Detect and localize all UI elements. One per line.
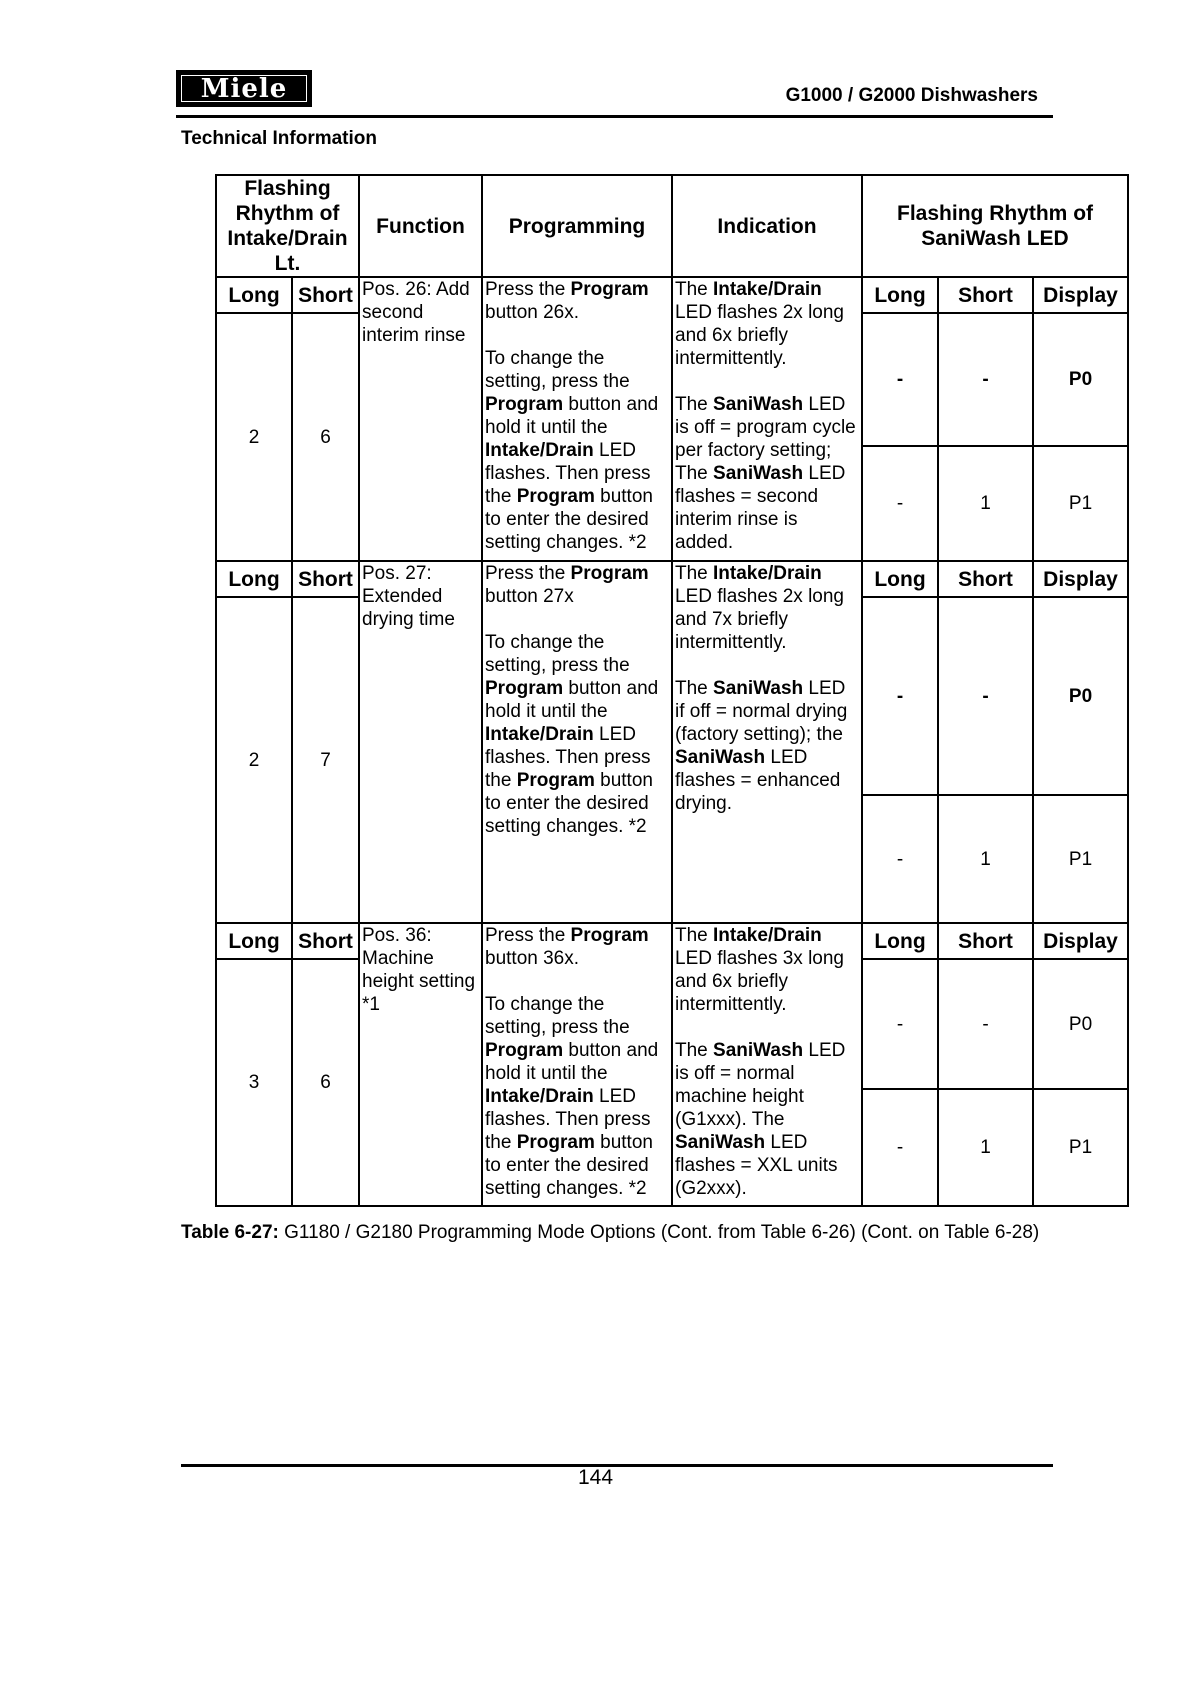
sub-header-display: Display (1033, 277, 1128, 313)
programming-options-table (215, 174, 1129, 1207)
programming-cell (482, 561, 672, 923)
programming-step-2: To change the setting, press the Program button and hold it until the Intake/Drain LED flashes. Then press the Program button to enter the desired setting changes. *2 (485, 348, 659, 553)
saniwash-long-p0: - (862, 313, 938, 446)
caption-label: Table 6-27: (181, 1222, 279, 1243)
sub-header-row (216, 923, 1128, 959)
programming-step-1: Press the Program button 27x (485, 563, 649, 607)
display-p0: P0 (1033, 597, 1128, 795)
saniwash-short-p1: 1 (938, 446, 1033, 561)
header-programming: Programming (482, 175, 672, 277)
saniwash-long-p1: - (862, 795, 938, 923)
indication-part-2: The SaniWash LED if off = normal drying (factory setting); the SaniWash LED flashes = enhanced drying. (675, 678, 848, 814)
page-number: 144 (577, 1466, 614, 1489)
programming-step-1: Press the Program button 36x. (485, 925, 649, 969)
sub-header-row (216, 277, 1128, 313)
header-indication: Indication (672, 175, 862, 277)
programming-cell (482, 277, 672, 561)
brand-name: Miele (200, 73, 288, 104)
indication-cell (672, 277, 862, 561)
saniwash-long-p0: - (862, 597, 938, 795)
programming-step-2: To change the setting, press the Program button and hold it until the Intake/Drain LED flashes. Then press the Program button to enter the desired setting changes. *2 (485, 994, 659, 1199)
sub-header-long: Long (862, 277, 938, 313)
programming-cell (482, 923, 672, 1206)
indication-cell (672, 561, 862, 923)
programming-step-2: To change the setting, press the Program button and hold it until the Intake/Drain LED flashes. Then press the Program button to enter the desired setting changes. *2 (485, 632, 659, 837)
sub-header-short: Short (938, 277, 1033, 313)
sub-header-long: Long (862, 923, 938, 959)
sub-header-short: Short (292, 923, 359, 959)
saniwash-long-p1: - (862, 1089, 938, 1206)
saniwash-short-p0: - (938, 597, 1033, 795)
sub-header-short: Short (938, 561, 1033, 597)
header-function: Function (359, 175, 482, 277)
display-p1: P1 (1033, 795, 1128, 923)
saniwash-short-p1: 1 (938, 795, 1033, 923)
function-cell: Pos. 36: Machine height setting *1 (359, 923, 482, 1206)
programming-step-1: Press the Program button 26x. (485, 279, 649, 323)
miele-logo (176, 70, 312, 107)
display-p1: P1 (1033, 1089, 1128, 1206)
sub-header-short: Short (938, 923, 1033, 959)
intake-short-value: 6 (292, 313, 359, 561)
indication-part-2: The SaniWash LED is off = program cycle per factory setting; The SaniWash LED flashes = second interim rinse is added. (675, 394, 856, 553)
sub-header-short: Short (292, 277, 359, 313)
document-title: G1000 / G2000 Dishwashers (785, 85, 1038, 106)
header-saniwash-rhythm: Flashing Rhythm of SaniWash LED (862, 175, 1128, 277)
sub-header-short: Short (292, 561, 359, 597)
caption-text: G1180 / G2180 Programming Mode Options (Cont. from Table 6-26) (Cont. on Table 6-28) (278, 1222, 1040, 1243)
intake-short-value: 7 (292, 597, 359, 923)
function-cell: Pos. 26: Add second interim rinse (359, 277, 482, 561)
section-title: Technical Information (181, 128, 378, 149)
intake-long-value: 2 (216, 597, 292, 923)
saniwash-long-p0: - (862, 959, 938, 1089)
sub-header-row (216, 561, 1128, 597)
table-header-row (216, 175, 1128, 277)
sub-header-long: Long (216, 923, 292, 959)
sub-header-long: Long (216, 561, 292, 597)
function-cell: Pos. 27: Extended drying time (359, 561, 482, 923)
table-caption (181, 1222, 1039, 1244)
saniwash-short-p1: 1 (938, 1089, 1033, 1206)
indication-part-1: The Intake/Drain LED flashes 2x long and 6x briefly intermittently. (675, 279, 844, 369)
intake-long-value: 3 (216, 959, 292, 1206)
saniwash-short-p0: - (938, 313, 1033, 446)
indication-part-1: The Intake/Drain LED flashes 3x long and 6x briefly intermittently. (675, 925, 844, 1015)
indication-part-2: The SaniWash LED is off = normal machine height (G1xxx). The SaniWash LED flashes = XXL units (G2xxx). (675, 1040, 846, 1199)
sub-header-display: Display (1033, 561, 1128, 597)
display-p0: P0 (1033, 313, 1128, 446)
header-divider (176, 115, 1053, 118)
display-p0: P0 (1033, 959, 1128, 1089)
display-p1: P1 (1033, 446, 1128, 561)
intake-short-value: 6 (292, 959, 359, 1206)
sub-header-long: Long (216, 277, 292, 313)
indication-cell (672, 923, 862, 1206)
sub-header-long: Long (862, 561, 938, 597)
saniwash-long-p1: - (862, 446, 938, 561)
header-flashing-rhythm: Flashing Rhythm of Intake/Drain Lt. (216, 175, 359, 277)
sub-header-display: Display (1033, 923, 1128, 959)
intake-long-value: 2 (216, 313, 292, 561)
saniwash-short-p0: - (938, 959, 1033, 1089)
logo-frame (181, 75, 307, 102)
indication-part-1: The Intake/Drain LED flashes 2x long and 7x briefly intermittently. (675, 563, 844, 653)
